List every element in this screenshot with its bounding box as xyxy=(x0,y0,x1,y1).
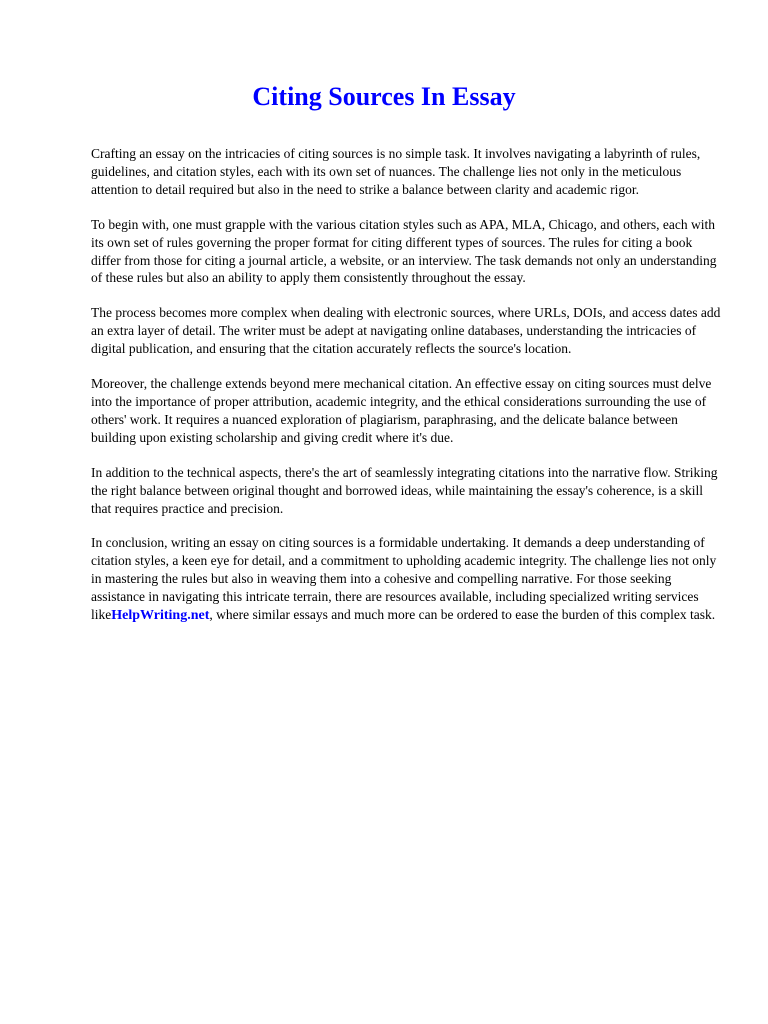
helpwriting-link[interactable]: HelpWriting.net xyxy=(111,608,210,624)
paragraph-ethics: Moreover, the challenge extends beyond mere mechanical citation. An effective essay on citing sources must delve into the importance of proper attribution, academic integrity, and the ethical considerations surrounding the use of others' work. It requires a nuanced exploration of plagiarism, paraphrasing, and the delicate balance between building upon existing scholarship and giving credit where it's due. xyxy=(91,376,712,445)
conclusion-text-end: , where similar essays and much more can be ordered to ease the burden of this complex task. xyxy=(209,607,716,623)
document-title: Citing Sources In Essay xyxy=(252,82,516,111)
conclusion-text: In conclusion, writing an essay on citing sources is a formidable undertaking. It demands a deep understanding of citation styles, a keen eye for detail, and a commitment to upholding academic integrity. The challenge lies not only in mastering the rules but also in weaving them into a cohesive and compelling narrative. For those seeking assistance in navigating this intricate terrain, there are resources available, including specialized writing services like xyxy=(91,535,717,623)
paragraph-citation-styles: To begin with, one must grapple with the various citation styles such as APA, MLA, Chicago, and others, each with its own set of rules governing the proper format for citing different types of sources. The rules for citing a book differ from those for citing a journal article, a website, or an interview. The task demands not only an understanding of these rules but also an ability to apply them consistently throughout the essay. xyxy=(91,216,717,286)
paragraph-integration: In addition to the technical aspects, there's the art of seamlessly integrating citations into the narrative flow. Striking the right balance between original thought and borrowed ideas, while maintaining the essay's coherence, is a skill that requires practice and precision. xyxy=(91,464,718,516)
paragraph-electronic-sources: The process becomes more complex when dealing with electronic sources, where URLs, DOIs, and access dates add an extra layer of detail. The writer must be adept at navigating online databases, understanding the intricacies of digital publication, and ensuring that the citation accurately reflects the source's location. xyxy=(91,305,721,357)
paragraph-conclusion xyxy=(91,534,721,625)
document-body xyxy=(91,145,721,642)
paragraph-intro: Crafting an essay on the intricacies of citing sources is no simple task. It involves navigating a labyrinth of rules, guidelines, and citation styles, each with its own set of nuances. The challenge lies not only in the meticulous attention to detail required but also in the need to strike a balance between clarity and academic rigor. xyxy=(91,146,701,197)
